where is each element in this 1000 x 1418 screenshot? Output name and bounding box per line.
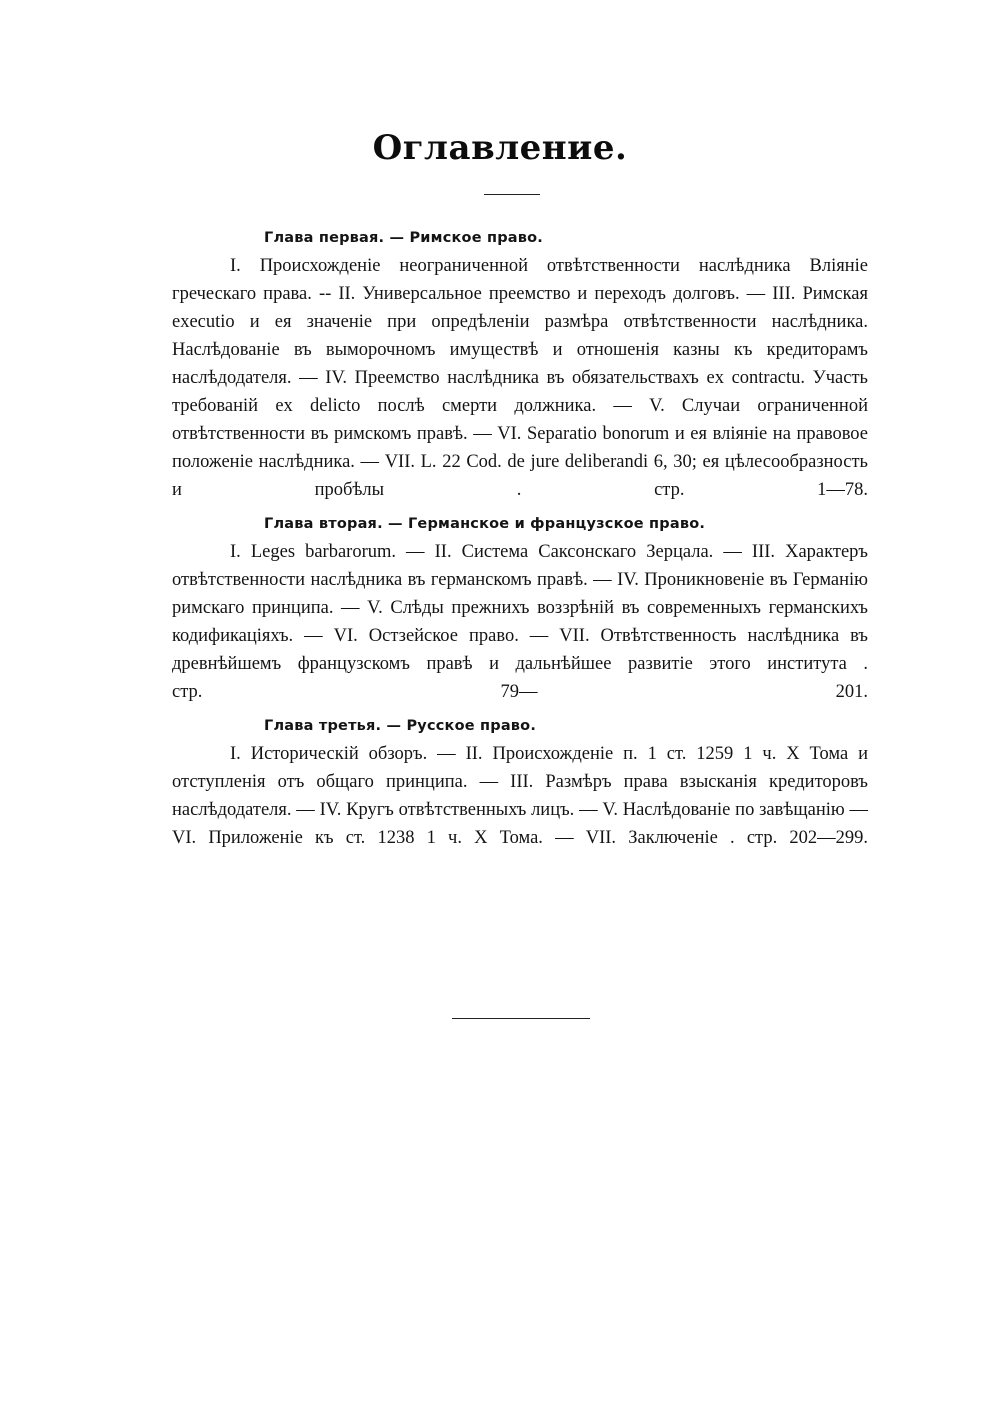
title-divider [484, 194, 540, 195]
chapter-2-dash: — [388, 516, 403, 532]
chapter-2-heading [172, 510, 868, 538]
chapter-3-summary [172, 740, 868, 852]
chapter-1 [172, 224, 868, 504]
page-title: Оглавление. [372, 128, 628, 168]
chapter-3-dash: — [386, 718, 402, 734]
chapter-1-summary [172, 252, 868, 504]
chapter-1-subject: Римское право. [409, 230, 544, 246]
chapter-3-label: Глава третья. [264, 718, 382, 734]
chapter-1-heading [172, 224, 868, 252]
chapter-2-label: Глава вторая. [264, 516, 383, 532]
chapter-2 [172, 510, 868, 706]
end-divider [452, 1018, 590, 1019]
chapter-3-heading [172, 712, 868, 740]
chapter-1-dash: — [389, 230, 405, 246]
chapter-1-pages: стр. 1—78. [654, 480, 869, 500]
chapter-3-text: I. Историческій обзоръ. — II. Происхожденіе п. 1 ст. 1259 1 ч. X Тома и отступленія отъ общаго принципа. — III. Размѣръ права взысканія кредиторовъ наслѣдодателя. — IV. Кругъ отвѣтственныхъ лицъ. — V. Наслѣдованіе по завѣщанію — VI. Приложеніе къ ст. 1238 1 ч. X Тома. — VII. Заключеніе . [172, 744, 868, 848]
chapter-2-subject: Германское и французское право. [407, 516, 706, 532]
chapter-3-subject: Русское право. [406, 718, 537, 734]
chapter-2-summary [172, 538, 868, 706]
chapter-1-label: Глава первая. [264, 230, 385, 246]
chapter-2-text: I. Leges barbarorum. — II. Система Саксонскаго Зерцала. — III. Характеръ отвѣтственности наслѣдника въ германскомъ правѣ. — IV. Проникновеніе въ Германію римскаго принципа. — V. Слѣды прежнихъ воззрѣній въ современныхъ германскихъ кодификаціяхъ. — VI. Остзейское право. — VII. Отвѣтственность наслѣдника въ древнѣйшемъ французскомъ правѣ и дальнѣйшее развитіе этого института . [172, 542, 868, 674]
chapter-3-pages: стр. 202—299. [746, 828, 869, 848]
chapter-1-text: I. Происхожденіе неограниченной отвѣтственности наслѣдника Вліяніе греческаго права. -- II. Универсальное преемство и переходъ долговъ. — III. Римская executio и ея значеніе при опредѣленіи размѣра отвѣтственности наслѣдника. Наслѣдованіе въ выморочномъ имуществѣ и отношенія казны къ кредиторамъ наслѣдодателя. — IV. Преемство наслѣдника въ обязательствахъ ex contractu. Участь требованій ex delicto послѣ смерти должника. — V. Случаи ограниченной отвѣтственности въ римскомъ правѣ. — VI. Separatio bonorum и ея вліяніе на правовое положеніе наслѣдника. — VII. L. 22 Cod. de jure deliberandi 6, 30; ея цѣлесообразность и пробѣлы . [172, 256, 868, 500]
chapter-2-pages: стр. 79— 201. [172, 682, 868, 702]
table-of-contents [172, 224, 868, 858]
chapter-3 [172, 712, 868, 852]
